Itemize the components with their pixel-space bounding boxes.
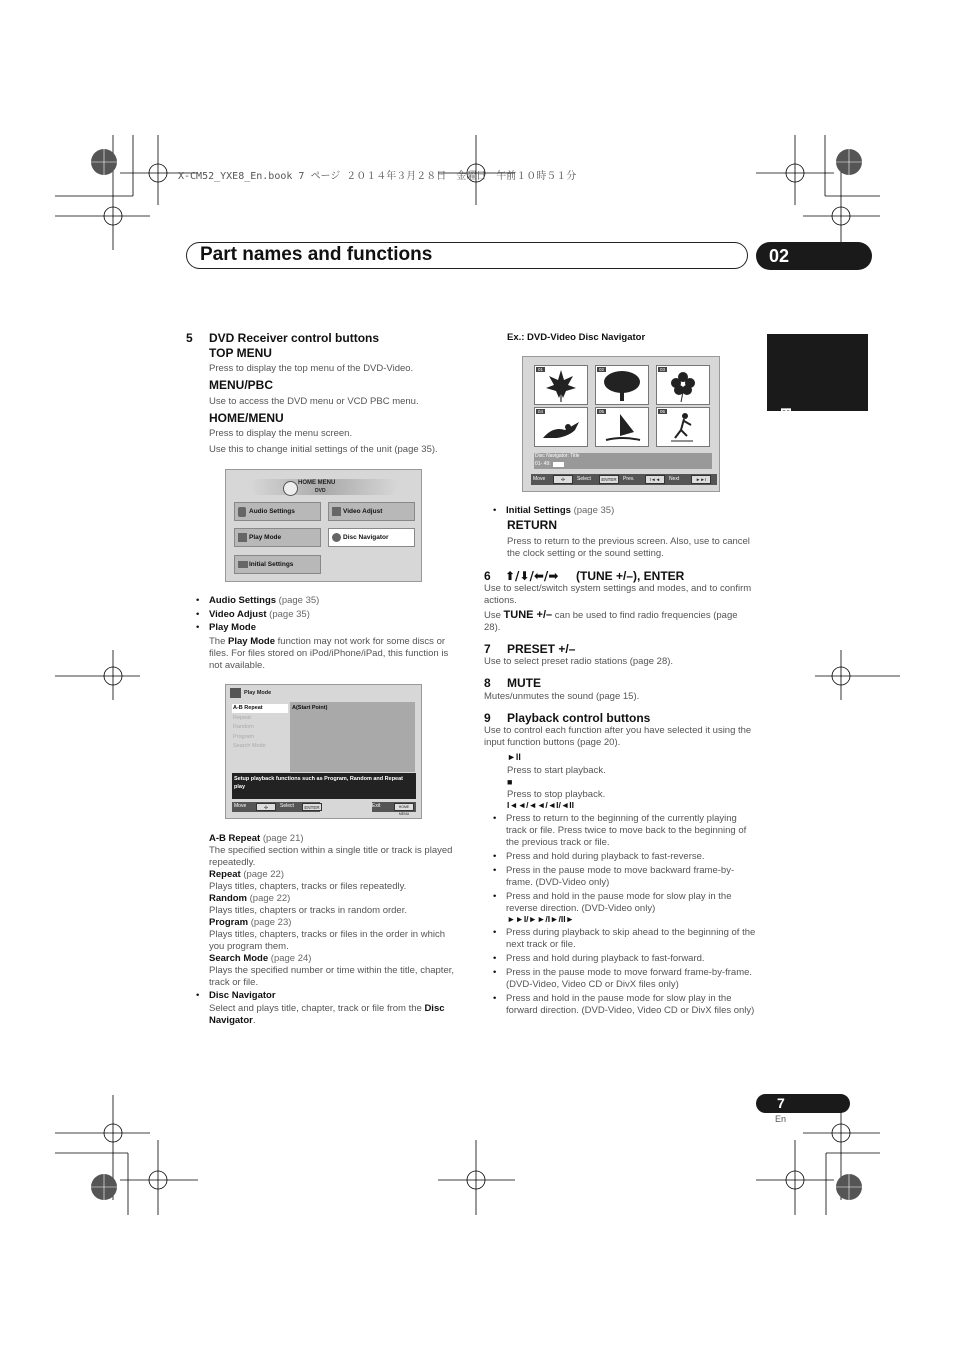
- play-mode-desc: [209, 636, 461, 672]
- list-item: • Press during playback to skip ahead to the beginning of the next track or file.: [493, 927, 758, 951]
- play-mode-items: [233, 704, 266, 752]
- list-item: [196, 990, 461, 1002]
- language-tab: [767, 334, 868, 462]
- play-mode-item-search-mode[interactable]: Search Mode: [233, 743, 266, 749]
- home-menu-bullets: [196, 595, 461, 634]
- reverse-bullets: [493, 813, 758, 915]
- language-tab-label: English: [777, 407, 794, 462]
- play-mode-label: Play Mode: [249, 534, 282, 541]
- play-mode-screen-title: Play Mode: [244, 690, 272, 696]
- text: The: [209, 636, 229, 647]
- tv-icon: [332, 507, 341, 516]
- thumb-number: 05: [599, 409, 605, 414]
- bullet-label: Video Adjust: [209, 609, 267, 620]
- ab-repeat-desc: The specified section within a single title or track is played repeatedly.: [209, 845, 453, 868]
- random-ref: (page 22): [247, 893, 291, 904]
- search-mode-label: Search Mode: [209, 953, 269, 964]
- play-mode-icon: [230, 688, 241, 698]
- disc-navigator-button[interactable]: [328, 528, 415, 547]
- stop-icon: ■: [507, 777, 513, 787]
- disc-navigator-bullet-label: Disc Navigator: [209, 990, 276, 1001]
- nav-info-number: 01- 49:: [535, 461, 551, 467]
- print-info: X-CM52_YXE8_En.book 7 ページ ２０１４年３月２８日 金曜日 午前１０時５１分: [178, 171, 577, 182]
- program-entry: [209, 917, 461, 929]
- thumb-number: 04: [538, 409, 544, 414]
- thumbnail-06[interactable]: [656, 407, 710, 447]
- thumb-number: 02: [599, 367, 605, 372]
- home-menu-desc-1: Press to display the menu screen.: [209, 428, 353, 439]
- section-6-number: 6: [484, 569, 491, 583]
- play-mode-details: [209, 833, 461, 989]
- prev-key-icon: I◄◄: [645, 475, 665, 484]
- bullet-label: Audio Settings: [209, 595, 277, 606]
- home-menu-screen: [225, 469, 422, 582]
- section-6-desc: Use to select/switch system settings and modes, and to confirm actions.: [484, 583, 752, 606]
- chapter-number: 02: [756, 242, 872, 270]
- stop-desc: Press to stop playback.: [507, 789, 606, 800]
- play-mode-screen: [225, 684, 422, 819]
- next-label: Next: [669, 476, 680, 482]
- thumb-number: 03: [660, 367, 666, 372]
- repeat-ref: (page 22): [240, 869, 284, 880]
- program-label: Program: [209, 917, 249, 928]
- thumbnail-04[interactable]: [534, 407, 588, 447]
- list-item: • Press in the pause mode to move backward frame-by-frame. (DVD-Video only): [493, 865, 758, 889]
- option-off[interactable]: Off: [292, 724, 300, 730]
- nav-info-title: Disc Navigator: Title: [535, 453, 580, 459]
- menu-pbc-desc: Use to access the DVD menu or VCD PBC menu.: [209, 396, 419, 407]
- thumbnail-02[interactable]: [595, 365, 649, 405]
- section-7-title: PRESET +/–: [507, 642, 576, 656]
- text: Select and plays title, chapter, track or file from the: [209, 1003, 425, 1014]
- arrows-icon: ✣: [256, 803, 276, 811]
- section-6-tune: [484, 609, 756, 634]
- play-mode-options: [292, 704, 327, 733]
- top-menu-title: TOP MENU: [209, 346, 272, 360]
- disc-navigator-screen: [522, 356, 720, 492]
- video-adjust-label: Video Adjust: [343, 508, 383, 515]
- initial-settings-ref: (page 35): [570, 505, 615, 516]
- initial-settings-button[interactable]: [234, 555, 321, 574]
- initial-settings-bullet-label: Initial Settings: [506, 505, 571, 516]
- initial-settings-label: Initial Settings: [249, 561, 294, 568]
- thumbnail-01[interactable]: [534, 365, 588, 405]
- move-label: Move: [533, 476, 546, 482]
- random-label: Random: [209, 893, 247, 904]
- bullet-ref: (page 35): [276, 595, 320, 606]
- arrows-icon: ✣: [553, 475, 573, 484]
- nav-number-input[interactable]: [553, 462, 564, 467]
- home-menu-desc-2: Use this to change initial settings of the unit (page 35).: [209, 444, 438, 455]
- wrench-icon: [238, 561, 248, 568]
- list-item: [196, 622, 461, 634]
- text: Use: [484, 610, 504, 621]
- tune-label: TUNE +/–: [503, 609, 553, 621]
- option-start-point[interactable]: A(Start Point): [292, 705, 328, 711]
- play-mode-icon: [238, 533, 247, 542]
- disc-navigator-desc: [209, 1003, 461, 1027]
- svg-text:⬆/⬇/⬅/➡: ⬆/⬇/⬅/➡: [505, 569, 559, 582]
- home-menu-key: HOME MENU: [394, 803, 414, 811]
- section-9-desc: Use to control each function after you have selected it using the input function buttons (page 20).: [484, 725, 752, 748]
- text: function may not work for some discs or files. For files stored on iPod/iPhone/iPad, this function is not available.: [209, 636, 449, 671]
- search-mode-entry: [209, 953, 461, 965]
- exit-label: Exit: [372, 803, 381, 809]
- reverse-controls-icons: I◄◄/◄◄/◄I/◄II: [507, 800, 575, 810]
- return-title: RETURN: [507, 518, 557, 532]
- list-item: • Press and hold during playback to fast-reverse.: [493, 851, 758, 863]
- ab-repeat-entry: [209, 833, 461, 845]
- return-desc: Press to return to the previous screen. Also, use to cancel the clock setting or the sound setting.: [507, 536, 750, 559]
- select-label: Select: [280, 803, 294, 809]
- list-item: [196, 595, 461, 607]
- speaker-icon: [238, 507, 246, 517]
- section-5-title: DVD Receiver control buttons: [209, 331, 380, 345]
- section-5-number: 5: [186, 331, 193, 345]
- home-menu-screen-sub: DVD: [315, 488, 326, 494]
- section-7-desc: Use to select preset radio stations (page 28).: [484, 656, 674, 667]
- play-mode-item-random[interactable]: Random: [233, 724, 254, 730]
- random-entry: [209, 893, 461, 905]
- list-item: • Press and hold in the pause mode for slow play in the forward direction. (DVD-Video, Video CD or DivX files only): [493, 993, 758, 1017]
- section-9-number: 9: [484, 711, 491, 725]
- search-mode-desc: Plays the specified number or time within the title, chapter, track or file.: [209, 965, 455, 988]
- prev-label: Prev.: [623, 476, 635, 482]
- repeat-label: Repeat: [209, 869, 241, 880]
- text-bold: Disc Navigator: [209, 1003, 445, 1026]
- play-mode-item-repeat[interactable]: Repeat: [233, 714, 251, 721]
- video-adjust-button[interactable]: [328, 502, 415, 521]
- repeat-entry: [209, 869, 461, 881]
- arrow-keys-icon: [505, 569, 575, 582]
- menu-pbc-title: MENU/PBC: [209, 378, 274, 392]
- section-8-title: MUTE: [507, 676, 541, 690]
- audio-settings-button[interactable]: [234, 502, 321, 521]
- thumb-number: 06: [660, 409, 666, 414]
- home-menu-title: HOME/MENU: [209, 411, 284, 425]
- program-ref: (page 23): [248, 917, 292, 928]
- play-pause-icon: ►ll: [507, 752, 521, 762]
- program-desc: Plays titles, chapters, tracks or files in the order in which you program them.: [209, 929, 446, 952]
- page-number: 7: [756, 1094, 850, 1113]
- disc-navigator-icon: [332, 533, 341, 542]
- section-9-title: Playback control buttons: [507, 711, 651, 725]
- list-item: [493, 505, 758, 517]
- search-mode-ref: (page 24): [268, 953, 312, 964]
- section-8-desc: Mutes/unmutes the sound (page 15).: [484, 691, 640, 702]
- ab-repeat-ref: (page 21): [260, 833, 304, 844]
- play-mode-item-program[interactable]: Program: [233, 733, 255, 740]
- thumb-number: 01: [538, 367, 544, 372]
- disc-icon: [283, 481, 298, 496]
- repeat-desc: Plays titles, chapters, tracks or files repeatedly.: [209, 881, 407, 892]
- move-label: Move: [234, 803, 247, 809]
- ab-repeat-label: A-B Repeat: [209, 833, 261, 844]
- play-desc: Press to start playback.: [507, 765, 606, 776]
- thumbnail-03[interactable]: [656, 365, 710, 405]
- list-item: • Press to return to the beginning of the currently playing track or file. Press twice to move back to the beginning of the previous track or file.: [493, 813, 758, 849]
- disc-navigator-label: Disc Navigator: [343, 534, 389, 541]
- text: .: [252, 1015, 256, 1026]
- play-mode-item-ab-repeat[interactable]: A-B Repeat: [233, 705, 263, 711]
- forward-bullets: [493, 927, 758, 1017]
- page-title: Part names and functions: [200, 244, 433, 265]
- example-label: Ex.: DVD-Video Disc Navigator: [507, 332, 646, 343]
- disc-navigator-bullet: [196, 990, 461, 1002]
- list-item: • Press and hold in the pause mode for slow play in the reverse direction. (DVD-Video only): [493, 891, 758, 915]
- page-language: En: [775, 1114, 787, 1124]
- text-bold: Play Mode: [228, 636, 276, 647]
- play-mode-info: Setup playback functions such as Program, Random and Repeat play: [232, 773, 416, 799]
- list-item: • Press and hold during playback to fast-forward.: [493, 953, 758, 965]
- bullet-ref: (page 35): [266, 609, 310, 620]
- list-item: • Press in the pause mode to move forward frame-by-frame. (DVD-Video, Video CD or DivX files only): [493, 967, 758, 991]
- bullet-label: Play Mode: [209, 622, 256, 633]
- home-menu-screen-title: HOME MENU: [298, 480, 336, 486]
- section-6-title: (TUNE +/–), ENTER: [576, 569, 685, 583]
- enter-key: ENTER: [302, 803, 322, 811]
- forward-controls-icons: ►►I/►►/I►/II►: [507, 914, 575, 924]
- random-desc: Plays titles, chapters or tracks in random order.: [209, 905, 407, 916]
- audio-settings-label: Audio Settings: [249, 508, 295, 515]
- list-item: [196, 609, 461, 621]
- top-menu-desc: Press to display the top menu of the DVD-Video.: [209, 363, 414, 374]
- play-mode-button[interactable]: [234, 528, 321, 547]
- option-end-point[interactable]: B(End Point): [292, 714, 324, 721]
- thumbnail-05[interactable]: [595, 407, 649, 447]
- initial-settings-bullet: [493, 505, 758, 517]
- section-7-number: 7: [484, 642, 491, 656]
- next-key-icon: ►►I: [691, 475, 711, 484]
- text: can be used to find radio frequencies (page 28).: [484, 610, 738, 633]
- enter-key: ENTER: [599, 475, 619, 484]
- section-8-number: 8: [484, 676, 491, 690]
- select-label: Select: [577, 476, 591, 482]
